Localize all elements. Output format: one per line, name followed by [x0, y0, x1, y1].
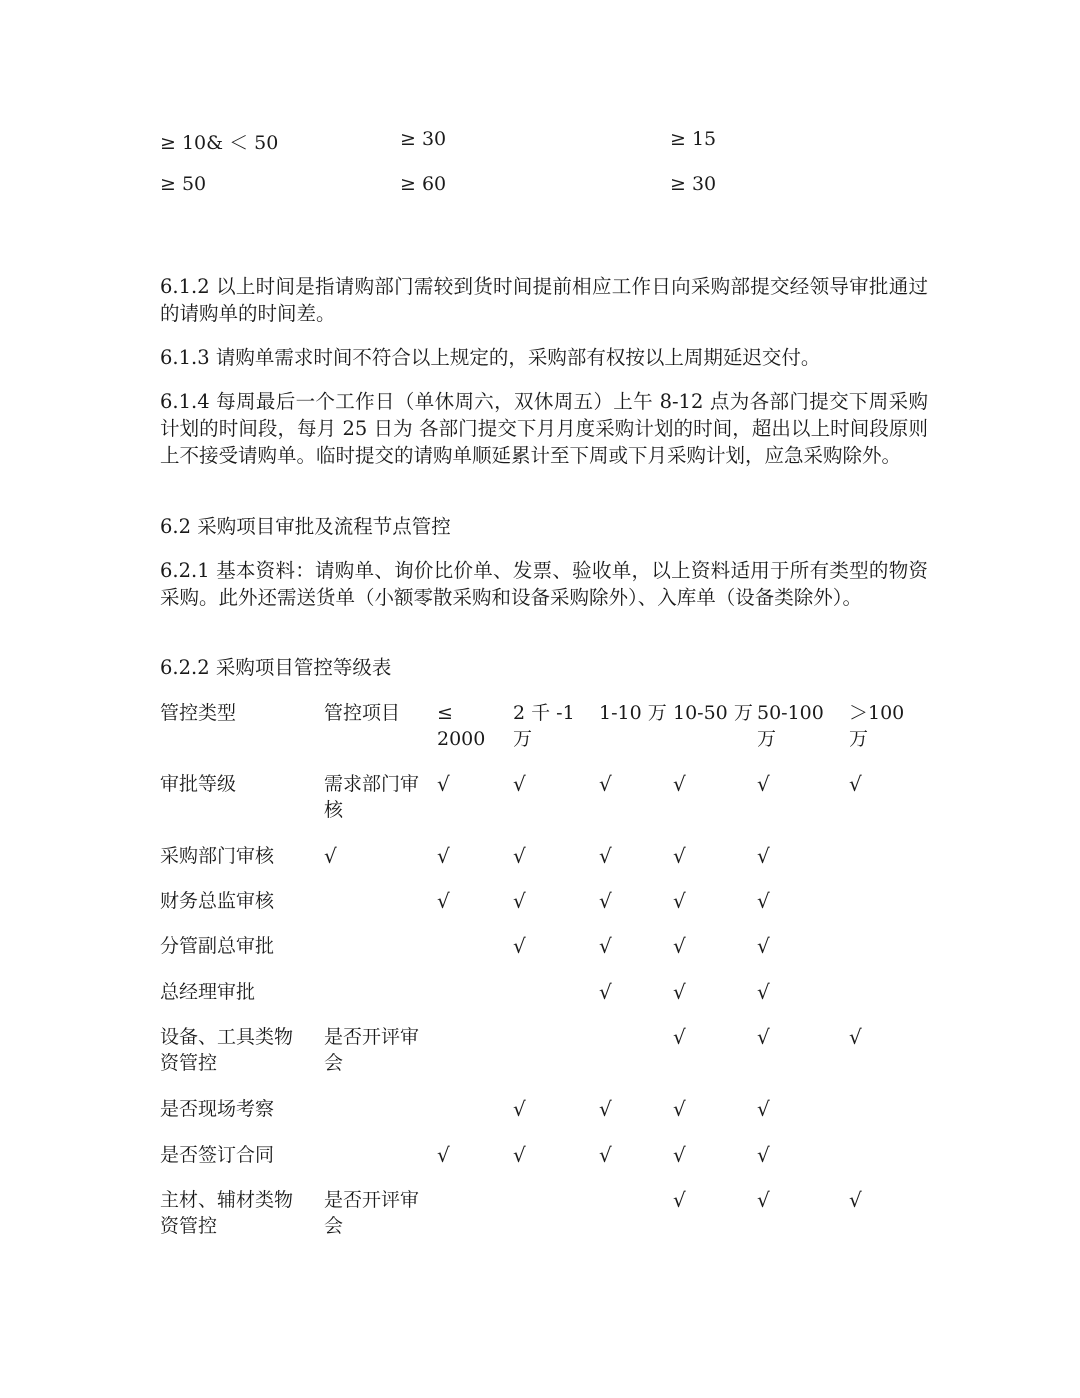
header-cell: 管控类型: [160, 702, 237, 724]
check-mark: √: [673, 772, 686, 796]
check-mark: √: [757, 1097, 770, 1121]
check-mark: √: [757, 844, 770, 868]
check-mark: √: [599, 889, 612, 913]
table-cell: 审批等级: [160, 773, 237, 795]
check-mark: √: [849, 772, 862, 796]
check-mark: √: [599, 772, 612, 796]
paragraph-6-2-2: 6.2.2 采购项目管控等级表: [160, 656, 392, 679]
check-mark: √: [437, 889, 450, 913]
header-cell: 管控项目: [324, 702, 401, 724]
table-cell: 是否现场考察: [160, 1098, 275, 1120]
check-mark: √: [673, 1025, 686, 1049]
table-cell: 是否开评审会: [324, 1026, 420, 1074]
check-mark: √: [599, 1143, 612, 1167]
check-mark: √: [673, 889, 686, 913]
threshold-cell: ≥ 15: [670, 128, 717, 150]
table-cell: 分管副总审批: [160, 935, 275, 957]
threshold-row: [160, 173, 920, 203]
header-cell: ≤ 2000: [437, 702, 486, 750]
check-mark: √: [757, 772, 770, 796]
table-cell: 是否开评审会: [324, 1189, 420, 1237]
threshold-cell: ≥ 50: [160, 173, 207, 195]
check-mark: √: [513, 1143, 526, 1167]
check-mark: √: [849, 1188, 862, 1212]
threshold-row: [160, 128, 920, 158]
check-mark: √: [757, 934, 770, 958]
paragraph-6-1-4: 6.1.4 每周最后一个工作日（单休周六，双休周五）上午 8-12 点为各部门提交下周采购计划的时间段，每月 25 日为 各部门提交下月月度采购计划的时间，超出以上时间段原则上不接受请购单。临时提交的请购单顺延累计至下周或下月采购计划，应急采购除外。: [160, 390, 928, 467]
check-mark: √: [437, 844, 450, 868]
check-mark: √: [849, 1025, 862, 1049]
table-cell: 财务总监审核: [160, 890, 275, 912]
check-mark: √: [599, 934, 612, 958]
header-cell: 1-10 万: [599, 702, 667, 724]
check-mark: √: [757, 1025, 770, 1049]
section-heading-6-2: 6.2 采购项目审批及流程节点管控: [160, 515, 451, 538]
paragraph-6-1-2: 6.1.2 以上时间是指请购部门需较到货时间提前相应工作日向采购部提交经领导审批通过的请购单的时间差。: [160, 275, 928, 325]
check-mark: √: [599, 980, 612, 1004]
check-mark: √: [513, 844, 526, 868]
check-mark: √: [757, 980, 770, 1004]
table-cell: 主材、辅材类物资管控: [160, 1189, 294, 1237]
header-cell: 2 千 -1 万: [513, 702, 575, 750]
check-mark: √: [324, 844, 337, 868]
paragraph-6-1-3: 6.1.3 请购单需求时间不符合以上规定的，采购部有权按以上周期延迟交付。: [160, 346, 821, 369]
table-cell: 设备、工具类物资管控: [160, 1026, 294, 1074]
check-mark: √: [673, 844, 686, 868]
table-cell: 需求部门审核: [324, 773, 420, 821]
check-mark: √: [757, 1143, 770, 1167]
check-mark: √: [757, 1188, 770, 1212]
check-mark: √: [437, 772, 450, 796]
check-mark: √: [437, 1143, 450, 1167]
threshold-cell: ≥ 30: [400, 128, 447, 150]
check-mark: √: [673, 1143, 686, 1167]
check-mark: √: [673, 1188, 686, 1212]
check-mark: √: [673, 934, 686, 958]
check-mark: √: [513, 889, 526, 913]
table-cell: 总经理审批: [160, 981, 256, 1003]
check-mark: √: [513, 772, 526, 796]
table-cell: 采购部门审核: [160, 845, 275, 867]
check-mark: √: [513, 1097, 526, 1121]
header-cell: ＞100 万: [849, 702, 905, 750]
header-cell: 10-50 万: [673, 702, 753, 724]
threshold-cell: ≥ 60: [400, 173, 447, 195]
check-mark: √: [599, 1097, 612, 1121]
check-mark: √: [673, 1097, 686, 1121]
table-cell: 是否签订合同: [160, 1144, 275, 1166]
threshold-cell: ≥ 10& ＜ 50: [160, 132, 279, 154]
paragraph-6-2-1: 6.2.1 基本资料：请购单、询价比价单、发票、验收单，以上资料适用于所有类型的物资采购。此外还需送货单（小额零散采购和设备采购除外）、入库单（设备类除外）。: [160, 559, 928, 609]
threshold-cell: ≥ 30: [670, 173, 717, 195]
check-mark: √: [757, 889, 770, 913]
check-mark: √: [599, 844, 612, 868]
check-mark: √: [673, 980, 686, 1004]
header-cell: 50-100 万: [757, 702, 824, 750]
check-mark: √: [513, 934, 526, 958]
